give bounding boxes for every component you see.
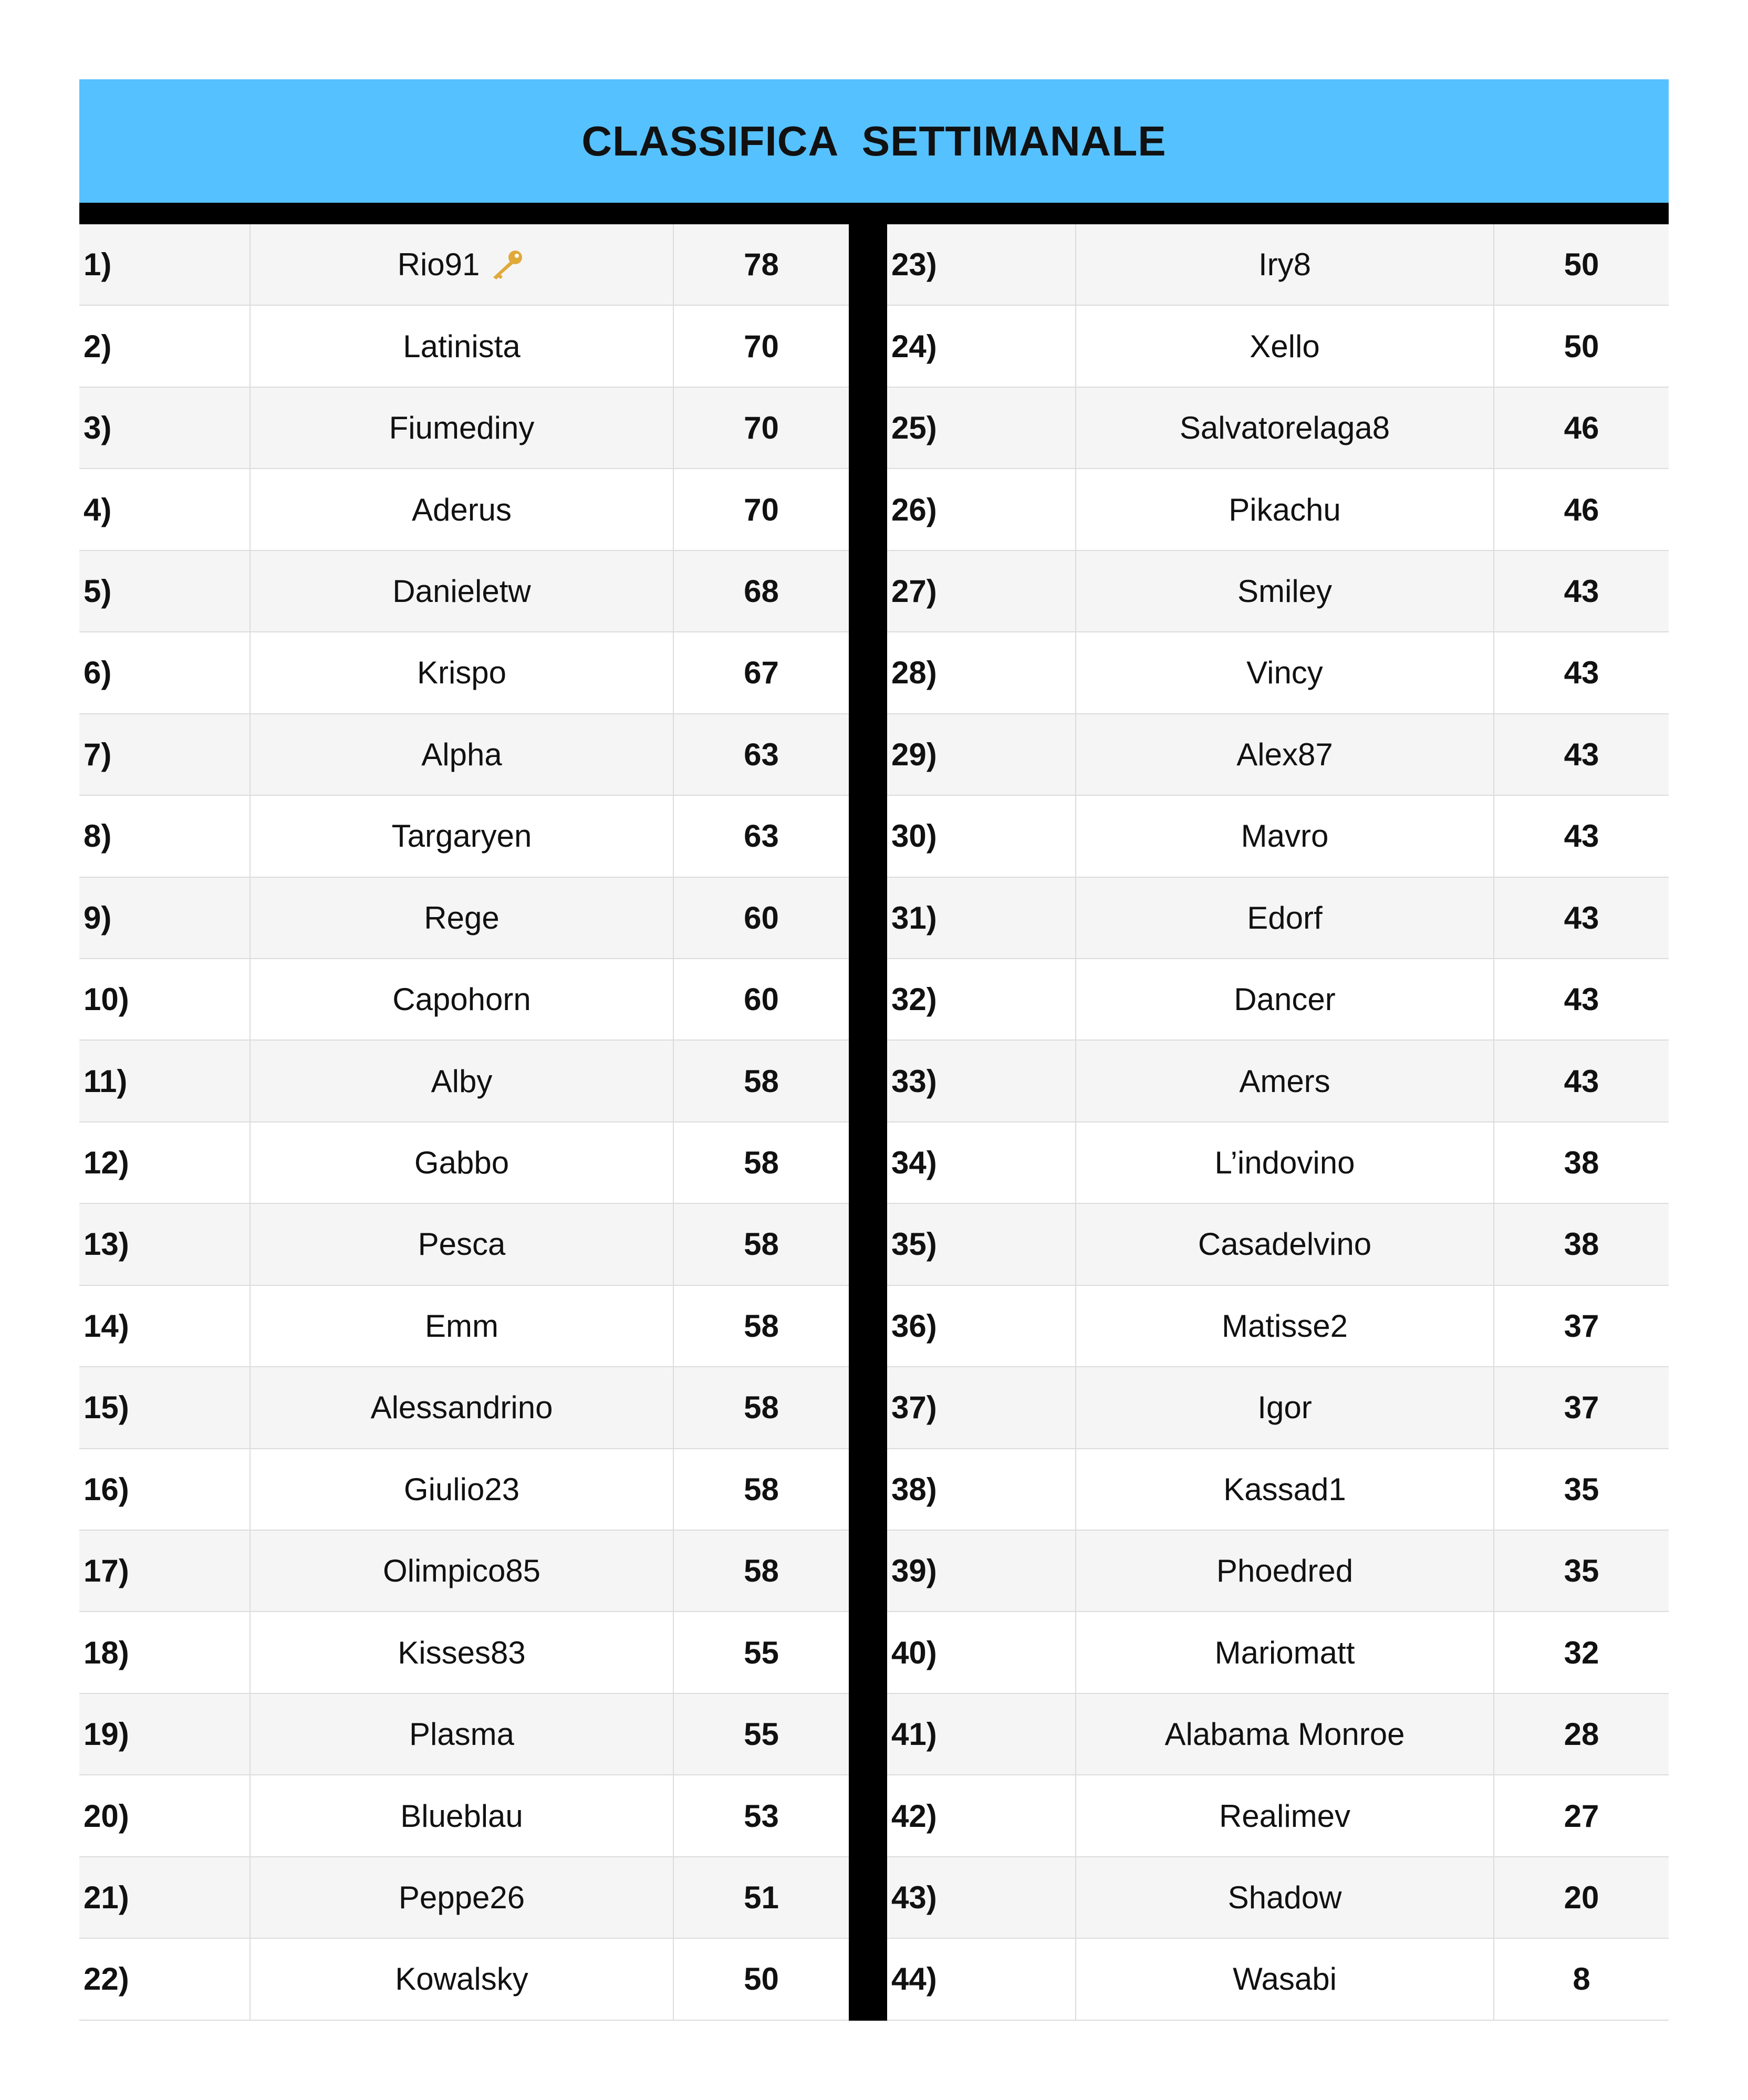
player-name-cell — [1076, 224, 1494, 305]
score-cell: 60 — [744, 982, 779, 1017]
table-row — [79, 1939, 849, 2020]
score-cell: 58 — [744, 1390, 779, 1426]
player-name-cell — [251, 469, 674, 549]
table-row — [887, 551, 1669, 632]
leaderboard-title: CLASSIFICA SETTIMANALE — [79, 79, 1669, 203]
score-cell: 58 — [744, 1145, 779, 1181]
player-name: Matisse2 — [1221, 1308, 1348, 1344]
table-row — [79, 306, 849, 387]
player-name: Alby — [431, 1063, 493, 1099]
score-cell: 70 — [744, 328, 779, 364]
table-row — [887, 959, 1669, 1041]
score-cell: 46 — [1564, 492, 1599, 527]
player-name: Mavro — [1241, 818, 1329, 854]
leaderboard-tables — [79, 224, 1669, 2021]
score-cell: 50 — [1564, 328, 1599, 364]
rank-cell: 40) — [887, 1612, 1076, 1692]
score-cell: 55 — [744, 1635, 779, 1670]
score-cell: 32 — [1564, 1635, 1599, 1670]
table-row — [887, 1531, 1669, 1612]
score-cell: 67 — [744, 655, 779, 691]
score-cell: 43 — [1564, 900, 1599, 935]
table-row — [79, 1694, 849, 1775]
player-name: Pikachu — [1229, 492, 1341, 527]
score-cell: 35 — [1564, 1553, 1599, 1589]
player-name-cell — [251, 1694, 674, 1774]
rank-cell: 19) — [79, 1694, 251, 1774]
player-name-cell — [251, 1122, 674, 1203]
player-name-cell — [251, 1204, 674, 1284]
rank-cell: 27) — [887, 551, 1076, 631]
player-name: Rio91 — [397, 247, 480, 283]
table-row — [79, 469, 849, 550]
player-name: Pesca — [418, 1226, 506, 1262]
player-name-cell — [1076, 306, 1494, 386]
player-name-cell — [1076, 959, 1494, 1039]
rank-cell: 30) — [887, 796, 1076, 876]
player-name: Targaryen — [391, 818, 532, 854]
table-row — [887, 1857, 1669, 1939]
rank-cell: 44) — [887, 1939, 1076, 2019]
rank-cell: 7) — [79, 714, 251, 795]
player-name-cell — [1076, 1204, 1494, 1284]
rank-cell: 32) — [887, 959, 1076, 1039]
player-name: Giulio23 — [403, 1471, 520, 1507]
player-name-cell — [251, 1367, 674, 1448]
table-row — [887, 1449, 1669, 1531]
rank-cell: 29) — [887, 714, 1076, 795]
player-name: Mariomatt — [1214, 1635, 1355, 1670]
score-cell: 43 — [1564, 1063, 1599, 1099]
table-row — [79, 632, 849, 714]
rank-cell: 15) — [79, 1367, 251, 1448]
player-name-cell — [1076, 714, 1494, 795]
player-name-cell — [1076, 1286, 1494, 1366]
rank-cell: 31) — [887, 878, 1076, 958]
player-name-cell — [1076, 1041, 1494, 1121]
rank-cell: 6) — [79, 632, 251, 713]
key-icon — [489, 249, 526, 280]
rank-cell: 8) — [79, 796, 251, 876]
player-name: Plasma — [409, 1717, 515, 1752]
table-row — [887, 1775, 1669, 1857]
score-cell: 58 — [744, 1226, 779, 1262]
player-name: Peppe26 — [398, 1879, 525, 1915]
player-name: Alessandrino — [370, 1390, 553, 1426]
player-name: Casadelvino — [1198, 1226, 1372, 1262]
score-cell: 53 — [744, 1798, 779, 1834]
table-row — [79, 1449, 849, 1531]
player-name: Edorf — [1247, 900, 1323, 935]
rank-cell: 36) — [887, 1286, 1076, 1366]
table-row — [79, 1367, 849, 1449]
rank-cell: 28) — [887, 632, 1076, 713]
rank-cell: 38) — [887, 1449, 1076, 1530]
score-cell: 38 — [1564, 1226, 1599, 1262]
score-cell: 28 — [1564, 1717, 1599, 1752]
rank-cell: 2) — [79, 306, 251, 386]
rank-cell: 1) — [79, 224, 251, 305]
rank-cell: 10) — [79, 959, 251, 1039]
score-cell: 38 — [1564, 1145, 1599, 1181]
score-cell: 43 — [1564, 982, 1599, 1017]
table-row — [887, 1612, 1669, 1693]
score-cell: 58 — [744, 1063, 779, 1099]
table-row — [79, 1612, 849, 1693]
rank-cell: 17) — [79, 1531, 251, 1611]
player-name: Dancer — [1234, 982, 1336, 1017]
score-cell: 50 — [1564, 247, 1599, 283]
table-row — [887, 1367, 1669, 1449]
table-row — [887, 1694, 1669, 1775]
table-row — [887, 1122, 1669, 1204]
score-cell: 78 — [744, 247, 779, 283]
score-cell: 51 — [744, 1879, 779, 1915]
player-name: L’indovino — [1214, 1145, 1355, 1181]
score-cell: 43 — [1564, 818, 1599, 854]
table-row — [887, 1041, 1669, 1122]
rank-cell: 11) — [79, 1041, 251, 1121]
rank-cell: 41) — [887, 1694, 1076, 1774]
table-row — [887, 388, 1669, 469]
score-cell: 20 — [1564, 1879, 1599, 1915]
rank-cell: 33) — [887, 1041, 1076, 1121]
table-row — [887, 1286, 1669, 1367]
player-name: Xello — [1250, 328, 1320, 364]
table-row — [79, 1286, 849, 1367]
player-name: Realimev — [1219, 1798, 1351, 1834]
player-name-cell — [251, 1531, 674, 1611]
rank-cell: 26) — [887, 469, 1076, 549]
player-name-cell — [1076, 1612, 1494, 1692]
player-name-cell — [251, 878, 674, 958]
score-cell: 37 — [1564, 1308, 1599, 1344]
player-name-cell — [251, 714, 674, 795]
player-name-cell — [1076, 388, 1494, 468]
player-name: Smiley — [1237, 573, 1333, 609]
table-row — [887, 224, 1669, 306]
player-name-cell — [251, 959, 674, 1039]
player-name-cell — [1076, 1694, 1494, 1774]
player-name-cell — [1076, 1122, 1494, 1203]
player-name-cell — [251, 1286, 674, 1366]
player-name-cell — [251, 1041, 674, 1121]
table-row — [887, 306, 1669, 387]
player-name: Olimpico85 — [382, 1553, 541, 1589]
table-row — [79, 1857, 849, 1939]
score-cell: 63 — [744, 736, 779, 772]
score-cell: 60 — [744, 900, 779, 935]
table-row — [79, 1041, 849, 1122]
score-cell: 58 — [744, 1308, 779, 1344]
player-name: Latinista — [403, 328, 521, 364]
score-cell: 46 — [1564, 410, 1599, 446]
rank-cell: 20) — [79, 1775, 251, 1856]
table-row — [79, 1122, 849, 1204]
right-column — [887, 224, 1669, 2021]
table-row — [79, 796, 849, 877]
player-name-cell — [251, 306, 674, 386]
table-row — [79, 551, 849, 632]
player-name-cell — [251, 1612, 674, 1692]
rank-cell: 9) — [79, 878, 251, 958]
player-name-cell — [1076, 632, 1494, 713]
player-name: Krispo — [417, 655, 507, 691]
score-cell: 27 — [1564, 1798, 1599, 1834]
player-name: Alpha — [421, 736, 502, 772]
table-row — [79, 959, 849, 1041]
score-cell: 68 — [744, 573, 779, 609]
table-row — [79, 1531, 849, 1612]
player-name: Igor — [1257, 1390, 1312, 1426]
player-name: Emm — [425, 1308, 498, 1344]
table-row — [887, 1204, 1669, 1285]
rank-cell: 34) — [887, 1122, 1076, 1203]
rank-cell: 3) — [79, 388, 251, 468]
player-name-cell — [251, 1939, 674, 2019]
rank-cell: 22) — [79, 1939, 251, 2019]
player-name: Kassad1 — [1223, 1471, 1346, 1507]
player-name: Alex87 — [1236, 736, 1333, 772]
table-row — [79, 1204, 849, 1285]
table-row — [887, 714, 1669, 796]
rank-cell: 5) — [79, 551, 251, 631]
player-name-cell — [251, 632, 674, 713]
player-name: Amers — [1239, 1063, 1330, 1099]
rank-cell: 24) — [887, 306, 1076, 386]
player-name-cell — [251, 551, 674, 631]
player-name-cell — [1076, 1857, 1494, 1938]
header-rule — [79, 203, 1669, 224]
player-name: Gabbo — [414, 1145, 509, 1181]
player-name: Fiumediny — [389, 410, 535, 446]
table-row — [79, 388, 849, 469]
player-name-cell — [251, 388, 674, 468]
player-name: Phoedred — [1216, 1553, 1354, 1589]
rank-cell: 18) — [79, 1612, 251, 1692]
rank-cell: 14) — [79, 1286, 251, 1366]
rank-cell: 4) — [79, 469, 251, 549]
rank-cell: 42) — [887, 1775, 1076, 1856]
player-name: Kisses83 — [398, 1635, 526, 1670]
table-row — [887, 1939, 1669, 2020]
leaderboard-sheet — [79, 79, 1669, 2021]
table-row — [79, 224, 849, 306]
rank-cell: 39) — [887, 1531, 1076, 1611]
score-cell: 58 — [744, 1471, 779, 1507]
score-cell: 37 — [1564, 1390, 1599, 1426]
table-row — [79, 878, 849, 959]
rank-cell: 43) — [887, 1857, 1076, 1938]
rank-cell: 25) — [887, 388, 1076, 468]
player-name-cell — [251, 1775, 674, 1856]
player-name-cell — [251, 1857, 674, 1938]
player-name-cell — [1076, 1367, 1494, 1448]
player-name: Danieletw — [392, 573, 531, 609]
player-name-cell — [1076, 796, 1494, 876]
score-cell: 43 — [1564, 573, 1599, 609]
score-cell: 55 — [744, 1717, 779, 1752]
player-name-cell — [1076, 551, 1494, 631]
player-name-cell — [1076, 1531, 1494, 1611]
rank-cell: 16) — [79, 1449, 251, 1530]
rank-cell: 37) — [887, 1367, 1076, 1448]
table-row — [887, 632, 1669, 714]
table-row — [887, 878, 1669, 959]
player-name: Blueblau — [400, 1798, 523, 1834]
player-name: Salvatorelaga8 — [1179, 410, 1390, 446]
rank-cell: 13) — [79, 1204, 251, 1284]
player-name-cell — [1076, 1775, 1494, 1856]
table-row — [887, 469, 1669, 550]
column-divider — [849, 224, 887, 2021]
player-name: Rege — [424, 900, 500, 935]
player-name-cell — [1076, 1449, 1494, 1530]
score-cell: 58 — [744, 1553, 779, 1589]
player-name: Iry8 — [1258, 247, 1312, 283]
player-name: Vincy — [1246, 655, 1323, 691]
score-cell: 43 — [1564, 655, 1599, 691]
score-cell: 43 — [1564, 736, 1599, 772]
rank-cell: 21) — [79, 1857, 251, 1938]
player-name-cell — [1076, 1939, 1494, 2019]
score-cell: 8 — [1573, 1961, 1590, 1997]
left-column — [79, 224, 849, 2021]
score-cell: 63 — [744, 818, 779, 854]
score-cell: 35 — [1564, 1471, 1599, 1507]
player-name: Aderus — [411, 492, 512, 527]
score-cell: 70 — [744, 492, 779, 527]
table-row — [887, 796, 1669, 877]
table-row — [79, 714, 849, 796]
player-name-cell — [251, 796, 674, 876]
player-name-cell — [1076, 469, 1494, 549]
table-row — [79, 1775, 849, 1857]
player-name-cell — [251, 1449, 674, 1530]
rank-cell: 23) — [887, 224, 1076, 305]
rank-cell: 12) — [79, 1122, 251, 1203]
player-name: Alabama Monroe — [1164, 1717, 1405, 1752]
player-name: Shadow — [1227, 1879, 1342, 1915]
player-name: Capohorn — [392, 982, 531, 1017]
player-name: Wasabi — [1233, 1961, 1337, 1997]
player-name-cell — [1076, 878, 1494, 958]
score-cell: 70 — [744, 410, 779, 446]
player-name: Kowalsky — [395, 1961, 528, 1997]
rank-cell: 35) — [887, 1204, 1076, 1284]
score-cell: 50 — [744, 1961, 779, 1997]
player-name-cell — [251, 224, 674, 305]
